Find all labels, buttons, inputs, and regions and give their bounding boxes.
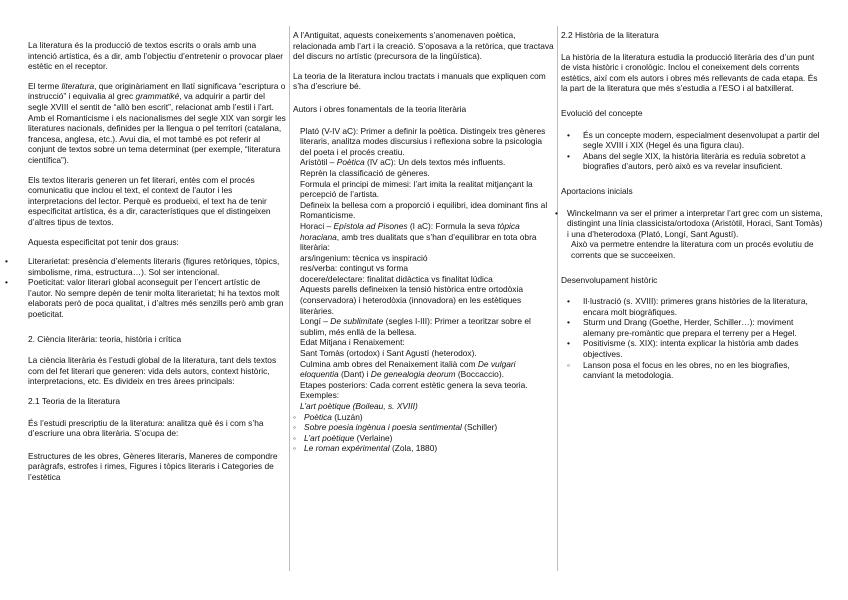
- paragraph: Aquesta especificitat pot tenir dos graus:: [28, 236, 179, 247]
- outline-line: res/verba: contingut vs forma: [300, 263, 408, 274]
- column-1: [28, 40, 286, 492]
- paragraph: És l’estudi prescriptiu de la literatura: analitza què és i com s’ha d’escriure una obra literària. S’ocupa de:: [28, 417, 264, 439]
- outline-line: L’art poètique (Boileau, s. XVIII): [300, 401, 418, 411]
- list-item: • Positivisme (s. XIX): intenta explicar la història amb dades objectives.: [567, 338, 823, 359]
- outline-line: docere/delectare: finalitat didàctica vs finalitat lúdica: [300, 273, 493, 284]
- section-heading: Desenvolupament històric: [561, 274, 658, 285]
- outline-line: Sant Tomàs (ortodox) i Sant Agustí (heterodox).: [300, 348, 477, 359]
- list-item: • Winckelmann va ser el primer a interpretar l’art grec com un sistema, distingint una línia classicista/ortodoxa (Aristòtil, Horaci, Sant Tomàs) i una d’heterodoxa (Plató, Longí, Sant Agustí). Això va permetre entendre la literatura com un procés evolutiu de corrents que se succeeixen.: [555, 208, 823, 261]
- outline-line: Formula el principi de mimesi: l’art imita la realitat mitjançant la percepció de l’artista.: [300, 178, 533, 200]
- list-item: • Sturm und Drang (Goethe, Herder, Schiller…): moviment alemany pre-romàntic que prepara el terreny per a Hegel.: [567, 317, 823, 338]
- paragraph: A l’Antiguitat, aquests coneixements s’anomenaven poètica, relacionada amb l’art i la creació. S’oposava a la retòrica, que tractava del discurs no artístic (precursora de la lingüística).: [293, 30, 554, 62]
- section-heading: 2.1 Teoria de la literatura: [28, 396, 121, 407]
- outline-line: Culmina amb obres del Renaixement italià com De vulgari eloquentia (Dant) i De genealogia deorum (Boccaccio).: [300, 358, 516, 380]
- outline-line: Longí – De sublimitate (segles I-III): Primer a teoritzar sobre el sublim, més enllà de la bellesa.: [300, 316, 531, 337]
- theory-outline: [293, 126, 555, 412]
- outline-line: Reprèn la classificació de gèneres.: [300, 167, 430, 178]
- section-heading: Autors i obres fonamentals de la teoria literària: [293, 103, 467, 114]
- bullet-list: [561, 296, 823, 381]
- list-item: • És un concepte modern, especialment desenvolupat a partir del segle XVIII i XIX (Hegel és una figura clau).: [567, 130, 823, 151]
- list-item: ◦ Lanson posa el focus en les obres, no en les biografies, canviant la metodologia.: [567, 360, 823, 381]
- bullet-list: [561, 130, 823, 172]
- outline-line: Etapes posteriors: Cada corrent estètic genera la seva teoria.: [300, 379, 528, 390]
- outline-line: Aristòtil – Poètica (IV aC): Un dels textos més influents.: [300, 157, 506, 168]
- column-3: [561, 30, 823, 390]
- section-heading: Aportacions inicials: [561, 185, 633, 196]
- list-item: • Il·lustració (s. XVIII): primeres grans històries de la literatura, encara molt biogràfiques.: [567, 296, 823, 317]
- section-heading: 2. Ciència literària: teoria, història i crítica: [28, 333, 182, 344]
- list-item: ◦ Poètica (Luzán): [293, 412, 555, 423]
- paragraph: La ciència literària és l’estudi global de la literatura, tant dels textos com del fet literari que generen: vida dels autors, context històric, interpretacions, etc. Es divideix en tres àrees principals:: [28, 355, 277, 387]
- paragraph: El terme literatura, que originàriament en llatí significava “escriptura o instrucció” i equivalia al grec grammatiké, va adquirir a partir del segle XVIII el sentit de “allò ben escrit”, relacionat amb l’estil i l’art. Amb el Romanticisme i els nacionalismes del segle XIX van sorgir les literatures nacionals, definides per la llengua o pel territori (catalana, francesa, anglesa, etc.). Avui dia, el mot també es pot referir al conjunt de textos sobre un tema determinat (per exemple, “literatura científica”).: [28, 80, 286, 165]
- paragraph: La història de la literatura estudia la producció literària des d’un punt de vista històric i cronològic. Inclou el coneixement dels corrents estètics, així com els autors i obres més rellevants de cada etapa. És la part de la literatura que més s’estudia a l’ESO i al batxillerat.: [561, 51, 818, 94]
- paragraph: La teoria de la literatura inclou tractats i manuals que expliquen com s’ha d’escriure bé.: [293, 70, 546, 92]
- bullet-list: [28, 256, 286, 320]
- examples-list: [293, 412, 555, 454]
- column-divider: [289, 26, 290, 571]
- outline-line: Plató (V-IV aC): Primer a definir la poètica. Distingeix tres gèneres literaris, analitza modes discursius i reflexiona sobre la psicologia del poeta i el procés creatiu.: [300, 125, 546, 157]
- column-divider: [557, 26, 558, 571]
- list-item: • Poeticitat: valor literari global aconseguit per l’encert artístic de l’autor. No sempre depèn de tenir molta literarietat; hi ha textos molt elaborats però de poca qualitat, i d’altres més senzills però amb gran poeticitat.: [2, 277, 286, 319]
- paragraph: Els textos literaris generen un fet literari, entès com el procés comunicatiu que inclou el text, el context de l’autor i les interpretacions del lector. Perquè es produeixi, el text ha de tenir especificitat artística, és a dir, característiques que el distingeixen d’altres tipus de textos.: [28, 174, 271, 227]
- outline-line: ars/ingenium: tècnica vs inspiració: [300, 252, 428, 263]
- outline-line: Edat Mitjana i Renaixement:: [300, 337, 405, 348]
- outline-line: Aquests parells defineixen la tensió històrica entre ortodòxia (conservadora) i heterodòxia (innovadora) en les estètiques literàries.: [300, 284, 523, 316]
- outline-line: Horaci – Epístola ad Pisones (I aC): Formula la seva tòpica horaciana, amb tres dualitats que s’han d’equilibrar en tota obra literària:: [300, 220, 537, 253]
- list-item: ◦ L’art poètique (Verlaine): [293, 433, 555, 444]
- list-item: • Literarietat: presència d’elements literaris (figures retòriques, tòpics, simbolisme, rima, estructura…). Sol ser intencional.: [2, 256, 286, 277]
- list-item: • Abans del segle XIX, la història literària es reduïa sobretot a biografies d’autors, però això es va revelar insuficient.: [567, 151, 823, 172]
- column-2: [293, 30, 555, 463]
- outline-line: Defineix la bellesa com a proporció i equilibri, idea dominant fins al Romanticisme.: [300, 199, 548, 221]
- outline-line: Exemples:: [300, 390, 340, 401]
- list-item: ◦ Sobre poesia ingènua i poesia sentimental (Schiller): [293, 422, 555, 433]
- list-item: ◦ Le roman expérimental (Zola, 1880): [293, 443, 555, 454]
- section-heading: Evolució del concepte: [561, 107, 643, 118]
- paragraph: Estructures de les obres, Gèneres literaris, Maneres de compondre paràgrafs, estrofes i rimes, Figures i tòpics literaris i Categories de l’estètica: [28, 450, 278, 482]
- paragraph: La literatura és la producció de textos escrits o orals amb una intenció artística, és a dir, amb l’objectiu d’entretenir o provocar plaer estètic en el receptor.: [28, 40, 284, 72]
- section-heading: 2.2 Història de la literatura: [561, 30, 659, 40]
- bullet-list: [561, 208, 823, 261]
